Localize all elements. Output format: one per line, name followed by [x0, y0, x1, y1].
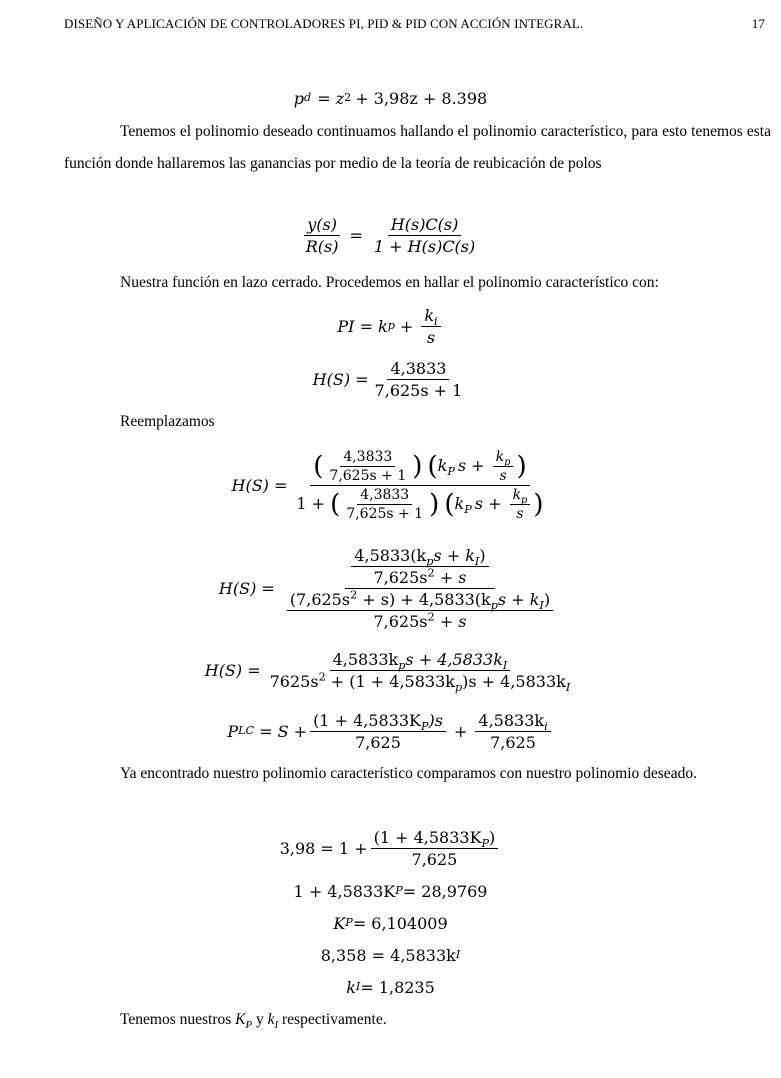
eq-ki-step: 8,358 = 4,5833k I: [320, 945, 461, 965]
eq-closed-loop-expanded: H(S) = $\frac{\frac{4,5833(k_ps + k_I)}{7,625s^2 + s}}{\frac{(7,625s^2 + s) + 4,5833(k_ps + k_I)}{7,625s^2 + s}}$: [0, 538, 781, 638]
eq-kp-step: 1 + 4,5833K P = 28,9769: [293, 881, 488, 901]
eq-ki-result: k I = 1,8235: [346, 977, 435, 997]
eq-plant: H(S) = $\frac{4,3833}{7,625s + 1}$: [312, 358, 463, 400]
paragraph-1: Tenemos el polinomio deseado continuamos hallando el polinomio característico, para esto tenemos esta función donde hallaremos las ganancias por medio de la teoría de reubicación de polos: [64, 123, 771, 172]
page-number: 17: [751, 16, 765, 31]
paragraph-4: Ya encontrado nuestro polinomio característico comparamos con nuestro polinomio deseado.: [120, 765, 697, 782]
eq-transfer-function: $\frac{y(s)}{R(s)}$ = $\frac{H(s)C(s)}{1 + H(s)C(s)}$: [305, 214, 476, 256]
eq-desired-polynomial: p d = z 2 + 3,98z + 8.398: [293, 88, 488, 108]
eq-comparison: 3,98 = 1 + $\frac{(1 + 4,5833K_P)}{7,625}$: [0, 824, 781, 872]
eq-pi-controller: PI = k p + $\frac{k_i}{s}$: [0, 303, 781, 349]
paragraph-2: Nuestra función en lazo cerrado. Procedemos en hallar el polinomio característico con:: [120, 274, 659, 291]
running-header: [64, 16, 765, 32]
eq-closed-loop-simplified: H(S) = $\frac{4,5833k_ps + 4,5833k_I}{7625s^2 + (1 + 4,5833k_p)s + 4,5833k_I}$: [204, 649, 571, 694]
eq-closed-loop-substituted: H(S) = ( $\frac{4,3833}{7,625s + 1}$ ) ($k_P$ s + $\frac{k_p}{s}$ ) 1 + ( $\frac{4,3833}{7,625s + 1}$ ) ($k_P$ s + $\frac{k_p}{s}$ ): [231, 448, 544, 522]
header-title: DISEÑO Y APLICACIÓN DE CONTROLADORES PI, PID & PID CON ACCIÓN INTEGRAL.: [64, 16, 584, 31]
eq-characteristic-polynomial: P LC = S + $\frac{(1 + 4,5833K_P)s}{7,625}$ + $\frac{4,5833k_i}{7,625}$: [0, 706, 781, 756]
eq-kp-result: K P = 6,104009: [333, 913, 448, 933]
paragraph-5: Tenemos nuestros $K_P$ y $k_I$ respectivamente.: [120, 1011, 387, 1032]
paragraph-3: Reemplazamos: [120, 413, 215, 430]
